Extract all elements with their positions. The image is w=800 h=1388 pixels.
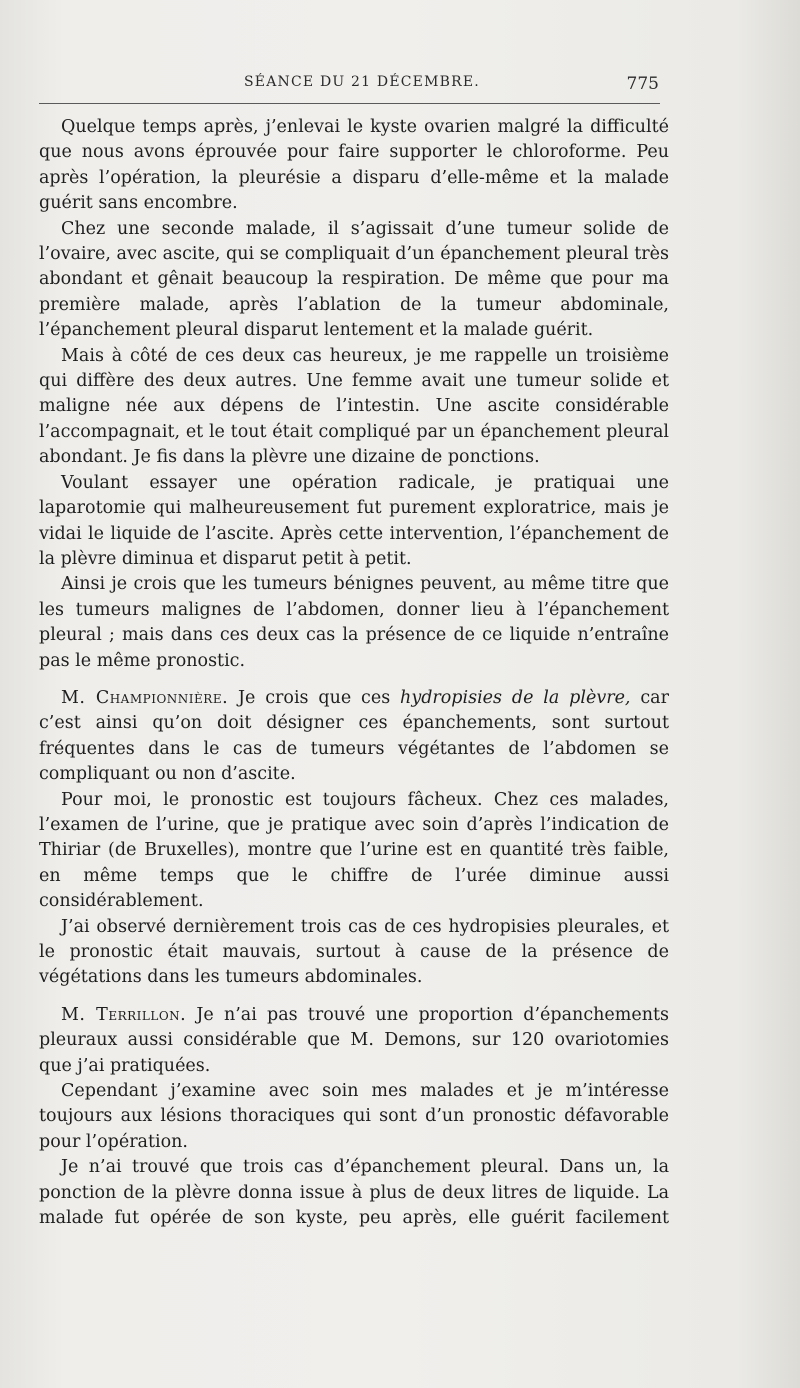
paragraph: Cependant j’examine avec soin mes malades et je m’intéresse toujours aux lésions thoraciques qui sont d’un pronostic défavorable pour l’opération. — [39, 1081, 669, 1152]
paragraph: Voulant essayer une opération radicale, je pratiquai une laparotomie qui malheureusement fut purement exploratrice, mais je vidai le liquide de l’ascite. Après cette intervention, l’épanchement de la plèvre diminua et disparut petit à petit. — [39, 472, 669, 569]
page-body — [39, 115, 669, 1231]
paragraph: J’ai observé dernièrement trois cas de ces hydropisies pleurales, et le pronostic était mauvais, surtout à cause de la présence de végétations dans les tumeurs abdominales. — [39, 916, 669, 988]
paragraph: Je n’ai trouvé que trois cas d’épanchement pleural. Dans un, la ponction de la plèvre donna issue à plus de deux litres de liquide. La malade fut opérée de son kyste, peu après, elle guérit facilement — [39, 1157, 669, 1229]
speaker-name: M. Championnière. — [61, 687, 229, 708]
paragraph-text: Je crois que ces — [238, 687, 391, 708]
speaker-name: M. Terrillon. — [61, 1004, 187, 1025]
running-head: SÉANCE DU 21 DÉCEMBRE. — [244, 74, 480, 90]
paragraph: Mais à côté de ces deux cas heureux, je me rappelle un troisième qui diffère des deux autres. Une femme avait une tumeur solide et maligne née aux dépens de l’intestin. Une ascite considérable l’accompagnait, et le tout était compliqué par un épanchement pleural abondant. Je fis dans la plèvre une dizaine de ponctions. — [39, 345, 669, 468]
emphasis-text: hydropisies de la plèvre, — [400, 687, 631, 708]
paragraph: Pour moi, le pronostic est toujours fâcheux. Chez ces malades, l’examen de l’urine, que je pratique avec soin d’après l’indication de Thiriar (de Bruxelles), montre que l’urine est en quantité très faible, en même temps que le chiffre de l’urée diminue aussi considérablement. — [39, 789, 669, 912]
paragraph-text: Je n’ai pas trouvé une proportion d’épanchements pleuraux aussi considérable que M. Demons, sur 120 ovariotomies que j’ai pratiquées. — [39, 1004, 669, 1076]
paragraph-text: car c’est ainsi qu’on doit désigner ces épanchements, sont surtout fréquentes dans le cas de tumeurs végétantes de l’abdomen se compliquant ou non d’ascite. — [39, 687, 669, 785]
paragraph: Ainsi je crois que les tumeurs bénignes peuvent, au même titre que les tumeurs malignes de l’abdomen, donner lieu à l’épanchement pleural ; mais dans ces deux cas la présence de ce liquide n’entraîne pas le même pronostic. — [39, 574, 669, 671]
page-number: 775 — [626, 74, 659, 94]
paragraph: Chez une seconde malade, il s’agissait d’une tumeur solide de l’ovaire, avec ascite, qui se compliquait d’un épanchement pleural très abondant et gênait beaucoup la respiration. De même que pour ma première malade, après l’ablation de la tumeur abdominale, l’épanchement pleural disparut lentement et la malade guérit. — [39, 218, 669, 341]
page-header — [39, 74, 659, 102]
paragraph-championniere — [39, 686, 669, 788]
paragraph: Quelque temps après, j’enlevai le kyste ovarien malgré la difficulté que nous avons éprouvée pour faire supporter le chloroforme. Peu après l’opération, la pleurésie a disparu d’elle-même et la malade guérit sans encombre. — [39, 117, 669, 214]
header-rule — [39, 103, 660, 104]
paragraph-terrillon — [39, 1003, 669, 1079]
